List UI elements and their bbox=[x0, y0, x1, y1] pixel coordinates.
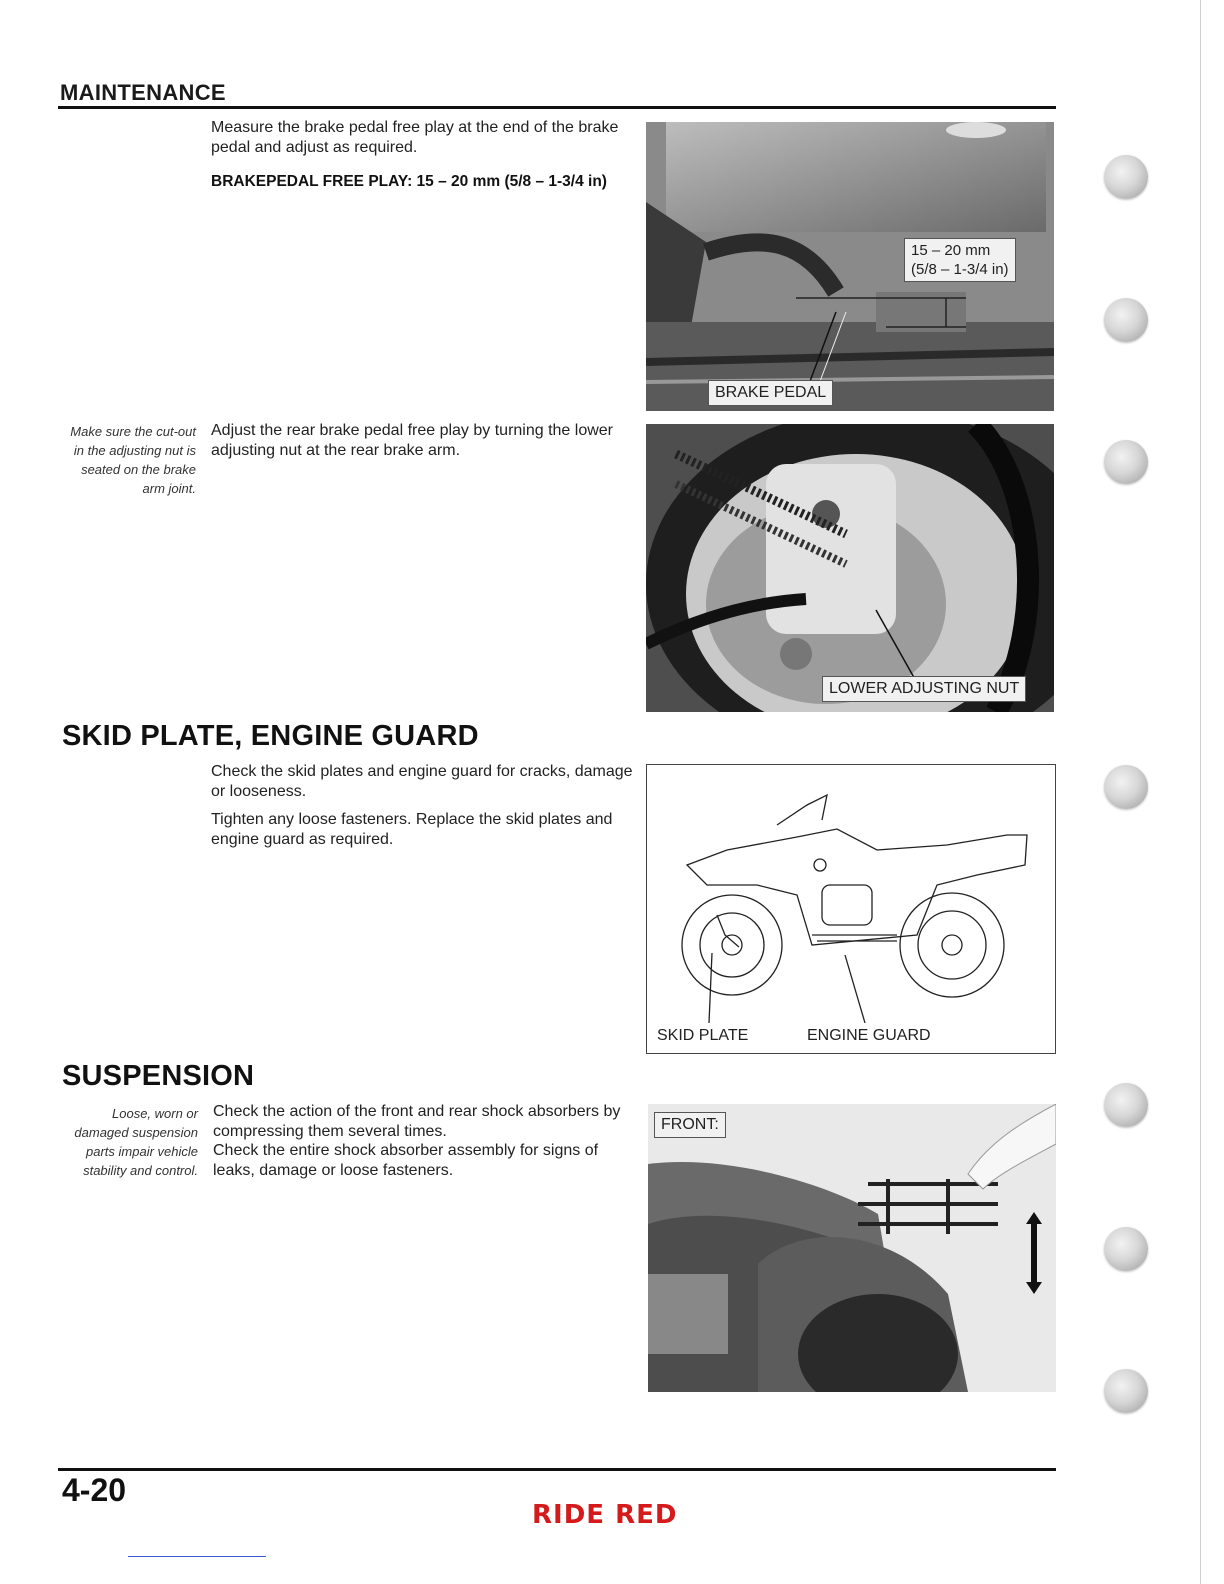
page-number: 4-20 bbox=[62, 1472, 127, 1508]
lower-adjusting-nut-photo bbox=[646, 424, 1054, 712]
binder-hole-4 bbox=[1104, 765, 1148, 809]
binder-hole-6 bbox=[1104, 1227, 1148, 1271]
binder-hole-3 bbox=[1104, 440, 1148, 484]
skid-tighten-text: Tighten any loose fasteners. Replace the skid plates and engine guard as required. bbox=[211, 811, 613, 848]
binder-hole-7 bbox=[1104, 1369, 1148, 1413]
free-play-callout bbox=[904, 238, 1016, 282]
atv-skid-plate-diagram bbox=[646, 764, 1056, 1054]
free-play-mm: 15 – 20 mm bbox=[911, 242, 991, 259]
suspension-assembly-text: Check the entire shock absorber assembly for signs of leaks, damage or loose fasteners. bbox=[213, 1142, 599, 1179]
skid-check-text: Check the skid plates and engine guard for cracks, damage or looseness. bbox=[211, 763, 633, 800]
adjusting-nut-side-note: Make sure the cut-out in the adjusting nut is seated on the brake arm joint. bbox=[70, 424, 196, 496]
free-play-in: (5/8 – 1-3/4 in) bbox=[911, 261, 1009, 278]
brake-pedal-callout: BRAKE PEDAL bbox=[708, 380, 833, 406]
suspension-photo bbox=[648, 1104, 1056, 1392]
header-rule bbox=[58, 106, 1056, 109]
suspension-section-title: SUSPENSION bbox=[62, 1060, 255, 1092]
lower-adjusting-nut-callout: LOWER ADJUSTING NUT bbox=[822, 676, 1026, 702]
binder-hole-2 bbox=[1104, 298, 1148, 342]
skid-plate-section-title: SKID PLATE, ENGINE GUARD bbox=[62, 720, 479, 752]
binder-hole-5 bbox=[1104, 1083, 1148, 1127]
section-header: MAINTENANCE bbox=[60, 80, 226, 105]
engine-guard-label: ENGINE GUARD bbox=[807, 1027, 931, 1044]
brake-free-play-spec: BRAKEPEDAL FREE PLAY: 15 – 20 mm (5/8 – 1-3/4 in) bbox=[211, 173, 607, 190]
skid-plate-label: SKID PLATE bbox=[657, 1027, 749, 1044]
binder-hole-1 bbox=[1104, 155, 1148, 199]
brake-measure-text: Measure the brake pedal free play at the end of the brake pedal and adjust as required. bbox=[211, 119, 619, 156]
brake-pedal-photo bbox=[646, 122, 1054, 411]
footer-rule bbox=[58, 1468, 1056, 1471]
suspension-side-note: Loose, worn or damaged suspension parts impair vehicle stability and control. bbox=[74, 1106, 198, 1178]
footer-link-underline bbox=[128, 1556, 266, 1557]
page-edge-line bbox=[1200, 0, 1201, 1584]
brake-adjust-text: Adjust the rear brake pedal free play by turning the lower adjusting nut at the rear brake arm. bbox=[211, 422, 614, 459]
front-callout: FRONT: bbox=[654, 1112, 726, 1138]
suspension-action-text: Check the action of the front and rear shock absorbers by compressing them several times. bbox=[213, 1103, 621, 1140]
ride-red-logo: RIDE RED bbox=[532, 1500, 678, 1530]
